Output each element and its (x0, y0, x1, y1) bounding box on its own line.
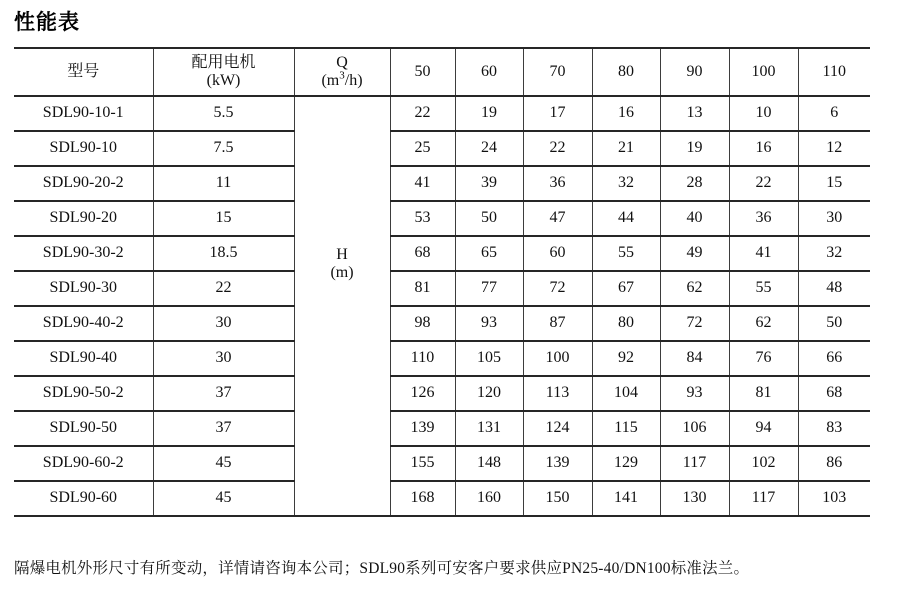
value-cell: 16 (592, 96, 660, 131)
power-cell: 37 (153, 376, 294, 411)
value-cell: 44 (592, 201, 660, 236)
value-cell: 98 (390, 306, 455, 341)
table-header (14, 48, 870, 96)
value-cell: 40 (660, 201, 729, 236)
value-cell: 68 (798, 376, 870, 411)
table-row (14, 481, 870, 516)
value-cell: 19 (660, 131, 729, 166)
value-cell: 80 (592, 306, 660, 341)
value-cell: 48 (798, 271, 870, 306)
value-cell: 81 (390, 271, 455, 306)
table-row (14, 131, 870, 166)
value-cell: 6 (798, 96, 870, 131)
value-cell: 65 (455, 236, 523, 271)
value-cell: 86 (798, 446, 870, 481)
value-cell: 41 (390, 166, 455, 201)
value-cell: 115 (592, 411, 660, 446)
table-row (14, 96, 870, 131)
header-flow-50: 50 (390, 48, 455, 96)
table-row (14, 166, 870, 201)
power-cell: 45 (153, 481, 294, 516)
power-cell: 30 (153, 306, 294, 341)
value-cell: 24 (455, 131, 523, 166)
value-cell: 32 (592, 166, 660, 201)
value-cell: 16 (729, 131, 798, 166)
value-cell: 19 (455, 96, 523, 131)
value-cell: 141 (592, 481, 660, 516)
value-cell: 67 (592, 271, 660, 306)
value-cell: 81 (729, 376, 798, 411)
header-flow-q (294, 48, 390, 96)
value-cell: 28 (660, 166, 729, 201)
value-cell: 39 (455, 166, 523, 201)
model-cell: SDL90-10 (14, 131, 153, 166)
value-cell: 53 (390, 201, 455, 236)
power-cell: 7.5 (153, 131, 294, 166)
value-cell: 55 (729, 271, 798, 306)
table-row (14, 411, 870, 446)
model-cell: SDL90-30 (14, 271, 153, 306)
power-cell: 15 (153, 201, 294, 236)
table-body (14, 96, 870, 516)
value-cell: 130 (660, 481, 729, 516)
value-cell: 17 (523, 96, 592, 131)
model-cell: SDL90-10-1 (14, 96, 153, 131)
value-cell: 131 (455, 411, 523, 446)
header-flow-70: 70 (523, 48, 592, 96)
value-cell: 25 (390, 131, 455, 166)
value-cell: 129 (592, 446, 660, 481)
value-cell: 77 (455, 271, 523, 306)
table-row (14, 306, 870, 341)
value-cell: 168 (390, 481, 455, 516)
header-flow-110: 110 (798, 48, 870, 96)
value-cell: 47 (523, 201, 592, 236)
value-cell: 87 (523, 306, 592, 341)
model-cell: SDL90-50-2 (14, 376, 153, 411)
value-cell: 113 (523, 376, 592, 411)
header-motor-power (153, 48, 294, 96)
value-cell: 22 (390, 96, 455, 131)
value-cell: 139 (523, 446, 592, 481)
model-cell: SDL90-40-2 (14, 306, 153, 341)
header-flow-60: 60 (455, 48, 523, 96)
model-cell: SDL90-50 (14, 411, 153, 446)
value-cell: 117 (729, 481, 798, 516)
value-cell: 76 (729, 341, 798, 376)
power-cell: 45 (153, 446, 294, 481)
model-cell: SDL90-60-2 (14, 446, 153, 481)
value-cell: 93 (660, 376, 729, 411)
value-cell: 104 (592, 376, 660, 411)
table-row (14, 341, 870, 376)
value-cell: 100 (523, 341, 592, 376)
power-cell: 22 (153, 271, 294, 306)
value-cell: 22 (729, 166, 798, 201)
header-q-unit (297, 69, 388, 90)
value-cell: 50 (798, 306, 870, 341)
q-unit-pre: (m (321, 72, 340, 89)
head-label-line2: (m) (330, 264, 354, 281)
page-title: 性能表 (14, 11, 80, 34)
header-q-symbol: Q (336, 53, 348, 71)
header-motor-line2: (kW) (206, 72, 241, 89)
value-cell: 110 (390, 341, 455, 376)
model-cell: SDL90-20-2 (14, 166, 153, 201)
value-cell: 84 (660, 341, 729, 376)
value-cell: 55 (592, 236, 660, 271)
value-cell: 15 (798, 166, 870, 201)
power-cell: 5.5 (153, 96, 294, 131)
header-flow-80: 80 (592, 48, 660, 96)
value-cell: 72 (523, 271, 592, 306)
value-cell: 139 (390, 411, 455, 446)
value-cell: 160 (455, 481, 523, 516)
value-cell: 10 (729, 96, 798, 131)
power-cell: 30 (153, 341, 294, 376)
model-cell: SDL90-60 (14, 481, 153, 516)
power-cell: 11 (153, 166, 294, 201)
value-cell: 21 (592, 131, 660, 166)
value-cell: 94 (729, 411, 798, 446)
value-cell: 50 (455, 201, 523, 236)
header-motor-line1: 配用电机 (191, 53, 256, 71)
value-cell: 32 (798, 236, 870, 271)
footnote-text: 隔爆电机外形尺寸有所变动，详情请咨询本公司；SDL90系列可安客户要求供应PN25-40/DN100标准法兰。 (14, 560, 750, 577)
value-cell: 22 (523, 131, 592, 166)
value-cell: 126 (390, 376, 455, 411)
table-row (14, 201, 870, 236)
value-cell: 66 (798, 341, 870, 376)
value-cell: 150 (523, 481, 592, 516)
value-cell: 60 (523, 236, 592, 271)
value-cell: 92 (592, 341, 660, 376)
value-cell: 93 (455, 306, 523, 341)
table-row (14, 376, 870, 411)
value-cell: 106 (660, 411, 729, 446)
q-unit-superscript: 3 (339, 69, 345, 82)
header-flow-100: 100 (729, 48, 798, 96)
value-cell: 13 (660, 96, 729, 131)
header-model: 型号 (14, 48, 153, 96)
value-cell: 62 (660, 271, 729, 306)
value-cell: 30 (798, 201, 870, 236)
value-cell: 72 (660, 306, 729, 341)
value-cell: 49 (660, 236, 729, 271)
value-cell: 36 (523, 166, 592, 201)
value-cell: 117 (660, 446, 729, 481)
table-row (14, 446, 870, 481)
value-cell: 12 (798, 131, 870, 166)
head-label-line1: H (336, 245, 348, 263)
value-cell: 36 (729, 201, 798, 236)
model-cell: SDL90-20 (14, 201, 153, 236)
model-cell: SDL90-30-2 (14, 236, 153, 271)
table-row (14, 271, 870, 306)
header-row (14, 48, 870, 96)
value-cell: 155 (390, 446, 455, 481)
value-cell: 102 (729, 446, 798, 481)
value-cell: 41 (729, 236, 798, 271)
value-cell: 68 (390, 236, 455, 271)
power-cell: 37 (153, 411, 294, 446)
value-cell: 83 (798, 411, 870, 446)
head-merged-cell (294, 96, 390, 516)
value-cell: 120 (455, 376, 523, 411)
value-cell: 124 (523, 411, 592, 446)
header-flow-90: 90 (660, 48, 729, 96)
table-row (14, 236, 870, 271)
power-cell: 18.5 (153, 236, 294, 271)
value-cell: 103 (798, 481, 870, 516)
model-cell: SDL90-40 (14, 341, 153, 376)
value-cell: 105 (455, 341, 523, 376)
value-cell: 148 (455, 446, 523, 481)
q-unit-post: /h) (344, 72, 363, 89)
performance-table (14, 47, 870, 517)
value-cell: 62 (729, 306, 798, 341)
